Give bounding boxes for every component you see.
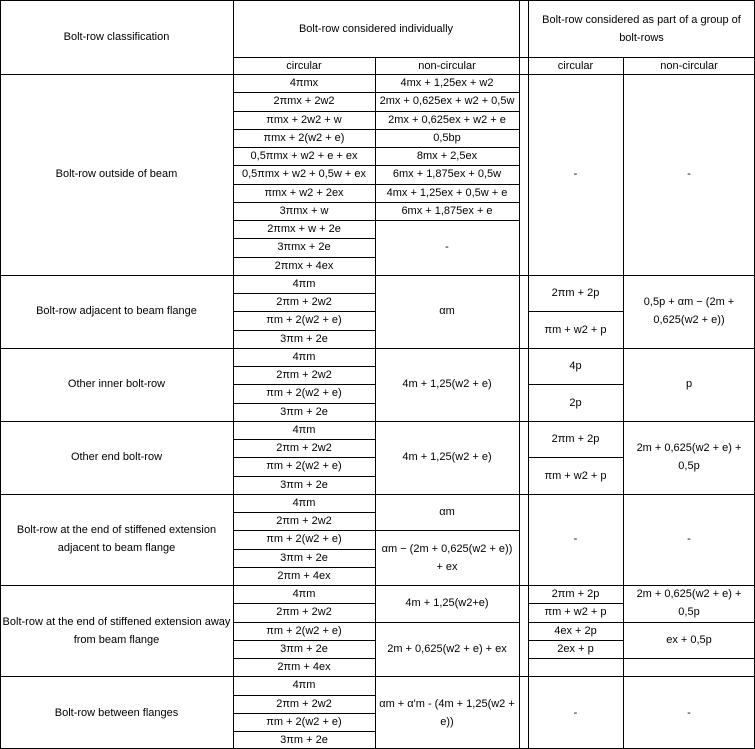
ind-circular-cell: 3πm + 2e [280,405,328,418]
ind-circular-cell: 2πm + 2w2 [276,606,332,619]
grp-circular-cell: - [573,706,578,719]
grid-line [375,111,519,112]
grid-line [233,330,375,331]
header-ind-circular: circular [286,59,322,72]
grid-line [623,57,624,749]
ind-circular-cell: 4πm [292,588,316,601]
ind-circular-cell: 0,5πmx + w2 + 0,5w + ex [241,168,367,181]
ind-non-circular-cell: - [445,241,449,254]
ind-non-circular-cell: 4m + 1,25(w2 + e) [402,451,492,464]
grid-line [233,111,375,112]
grp-non-circular-cell: - [687,168,691,181]
grid-line [233,530,375,531]
ind-circular-cell: 2πmx + 4ex [274,259,334,272]
grp-circular-cell: - [573,168,578,181]
grid-line [233,220,375,221]
grid-line [375,57,376,749]
ind-circular-cell: 3πmx + w [279,204,329,217]
header-classification: Bolt-row classification [63,31,170,43]
ind-circular-cell: 2πm + 2w2 [276,369,332,382]
grid-line [233,129,375,130]
grid-line [233,622,375,623]
ind-circular-cell: 4πm [292,679,316,692]
grp-non-circular-cell: 2m + 0,625(w2 + e) + 0,5p [636,442,742,473]
ind-non-circular-cell: 2mx + 0,625ex + w2 + 0,5w [379,95,515,108]
grid-line [528,640,623,641]
grid-line [233,384,375,385]
grid-line [528,622,623,623]
ind-circular-cell: 3πmx + 2e [277,241,331,254]
grid-line [233,640,375,641]
grid-line [233,713,375,714]
header-individually: Bolt-row considered individually [298,22,454,35]
ind-circular-cell: πm + 2(w2 + e) [266,460,342,473]
grid-line [233,311,375,312]
grid-line [528,0,529,749]
row-label: Bolt-row adjacent to beam flange [36,305,197,318]
grid-line [233,695,375,696]
grp-circular-cell: 4p [569,360,582,372]
ind-circular-cell: 3πm + 2e [280,478,328,491]
ind-circular-cell: 4πmx [289,77,319,90]
ind-non-circular-cell: 4mx + 1,25ex + w2 [400,77,494,90]
ind-circular-cell: 2πm + 4ex [277,661,331,674]
ind-circular-cell: πmx + 2(w2 + e) [263,131,345,144]
ind-circular-cell: 2πm + 2w2 [276,296,332,309]
grid-line [233,238,375,239]
grid-line [233,0,234,749]
grid-line [0,494,755,495]
grid-line [528,457,623,458]
grid-line [375,92,519,93]
ind-circular-cell: πm + 2(w2 + e) [266,715,342,728]
grp-circular-cell: πm + w2 + p [544,469,607,482]
grid-line [233,512,375,513]
row-label: Bolt-row at the end of stiffened extension adjacent to beam flange [16,524,217,555]
grid-line [233,257,375,258]
grid-line [0,0,1,749]
ind-circular-cell: 4πm [292,350,316,363]
row-label: Other end bolt-row [70,451,163,464]
ind-circular-cell: 2πm + 2w2 [276,442,332,455]
grp-non-circular-cell: - [687,706,691,719]
grid-line [375,147,519,148]
grid-line [0,275,755,276]
grp-circular-cell: πm + w2 + p [544,606,607,619]
grid-line [233,293,375,294]
ind-circular-cell: 2πm + 2w2 [276,515,332,528]
grid-line [0,421,755,422]
grid-line [528,658,623,659]
grid-line [375,622,519,623]
ind-circular-cell: 4πm [292,496,316,509]
ind-circular-cell: 2πm + 2w2 [276,697,332,710]
ind-circular-cell: πm + 2(w2 + e) [266,387,342,400]
ind-non-circular-cell: αm [439,506,455,518]
grp-circular-cell: 2πm + 2p [551,287,600,299]
grid-line [233,366,375,367]
grid-line [375,129,519,130]
ind-non-circular-cell: 0,5bp [433,131,461,144]
grid-line [233,603,375,604]
grid-line [233,184,375,185]
grid-line [0,74,755,75]
grp-non-circular-cell: 2m + 0,625(w2 + e) + 0,5p [636,588,742,619]
ind-non-circular-cell: 2m + 0,625(w2 + e) + ex [387,642,507,655]
ind-non-circular-cell: 4m + 1,25(w2 + e) [402,378,492,391]
ind-non-circular-cell: 6mx + 1,875ex + e [401,204,493,217]
ind-circular-cell: 4πm [292,423,316,436]
grp-non-circular-cell: 0,5p + αm − (2m + 0,625(w2 + e)) [643,296,735,327]
grid-line [519,0,520,749]
ind-circular-cell: 2πmx + w + 2e [267,223,341,236]
ind-non-circular-cell: αm − (2m + 0,625(w2 + e)) + ex [381,542,513,573]
ind-non-circular-cell: 6mx + 1,875ex + 0,5w [392,168,502,181]
ind-non-circular-cell: 2mx + 0,625ex + w2 + e [388,113,506,126]
ind-circular-cell: 3πm + 2e [280,551,328,564]
grp-circular-cell: 2p [569,396,582,409]
grid-line [233,549,375,550]
grid-line [233,147,375,148]
grid-line [233,731,375,732]
ind-non-circular-cell: 8mx + 2,5ex [416,150,478,163]
grid-line [375,184,519,185]
ind-circular-cell: πm + 2(w2 + e) [266,533,342,546]
header-group: Bolt-row considered as part of a group of bolt-rows [542,13,741,44]
ind-non-circular-cell: αm + α'm - (4m + 1,25(w2 + e)) [379,697,515,728]
grid-line [233,567,375,568]
ind-circular-cell: 2πm + 4ex [277,569,331,582]
ind-circular-cell: πmx + w2 + 2ex [264,186,344,199]
ind-non-circular-cell: 4m + 1,25(w2+e) [405,597,489,610]
header-grp-circular: circular [557,59,594,72]
grp-non-circular-cell: p [685,378,693,391]
grid-line [375,202,519,203]
grid-line [233,658,375,659]
grid-line [233,202,375,203]
ind-non-circular-cell: 4mx + 1,25ex + 0,5w + e [386,186,508,199]
grid-line [0,348,755,349]
ind-circular-cell: πm + 2(w2 + e) [266,624,342,637]
grp-circular-cell: 4ex + 2p [554,624,597,637]
row-label: Bolt-row between flanges [54,706,179,719]
grid-line [528,311,623,312]
grid-line [233,403,375,404]
ind-non-circular-cell: αm [439,305,455,318]
row-label: Bolt-row outside of beam [55,168,178,181]
grid-line [375,165,519,166]
grid-line [623,622,755,623]
grid-line [528,603,623,604]
grid-line [0,676,755,677]
header-grp-non-circular: non-circular [660,59,718,72]
grid-line [375,220,519,221]
grid-line [233,439,375,440]
ind-circular-cell: 3πm + 2e [280,642,328,655]
row-label: Other inner bolt-row [67,378,166,391]
ind-circular-cell: 2πmx + 2w2 [273,95,335,108]
header-ind-non-circular: non-circular [418,59,476,72]
grp-circular-cell: 2πm + 2p [551,588,600,601]
grid-line [623,658,755,659]
grid-line [528,384,623,385]
ind-circular-cell: 0,5πmx + w2 + e + ex [250,150,358,163]
ind-circular-cell: πm + 2(w2 + e) [266,314,342,327]
grp-circular-cell: 2πm + 2p [551,433,600,445]
grid-line [0,585,755,586]
grp-non-circular-cell: - [687,533,691,546]
grid-line [233,57,755,58]
grp-circular-cell: 2ex + p [557,642,594,655]
grid-line [233,476,375,477]
grp-circular-cell: - [573,533,578,546]
row-label: Bolt-row at the end of stiffened extension away from beam flange [2,615,231,646]
grid-line [233,457,375,458]
ind-circular-cell: 4πm [292,277,316,290]
grid-line [375,530,519,531]
ind-circular-cell: πmx + 2w2 + w [266,113,342,126]
grid-line [0,0,755,1]
grid-line [233,165,375,166]
grid-line [233,92,375,93]
ind-circular-cell: 3πm + 2e [280,332,328,345]
grp-circular-cell: πm + w2 + p [544,323,607,336]
grp-non-circular-cell: ex + 0,5p [666,633,712,646]
ind-circular-cell: 3πm + 2e [280,734,328,747]
